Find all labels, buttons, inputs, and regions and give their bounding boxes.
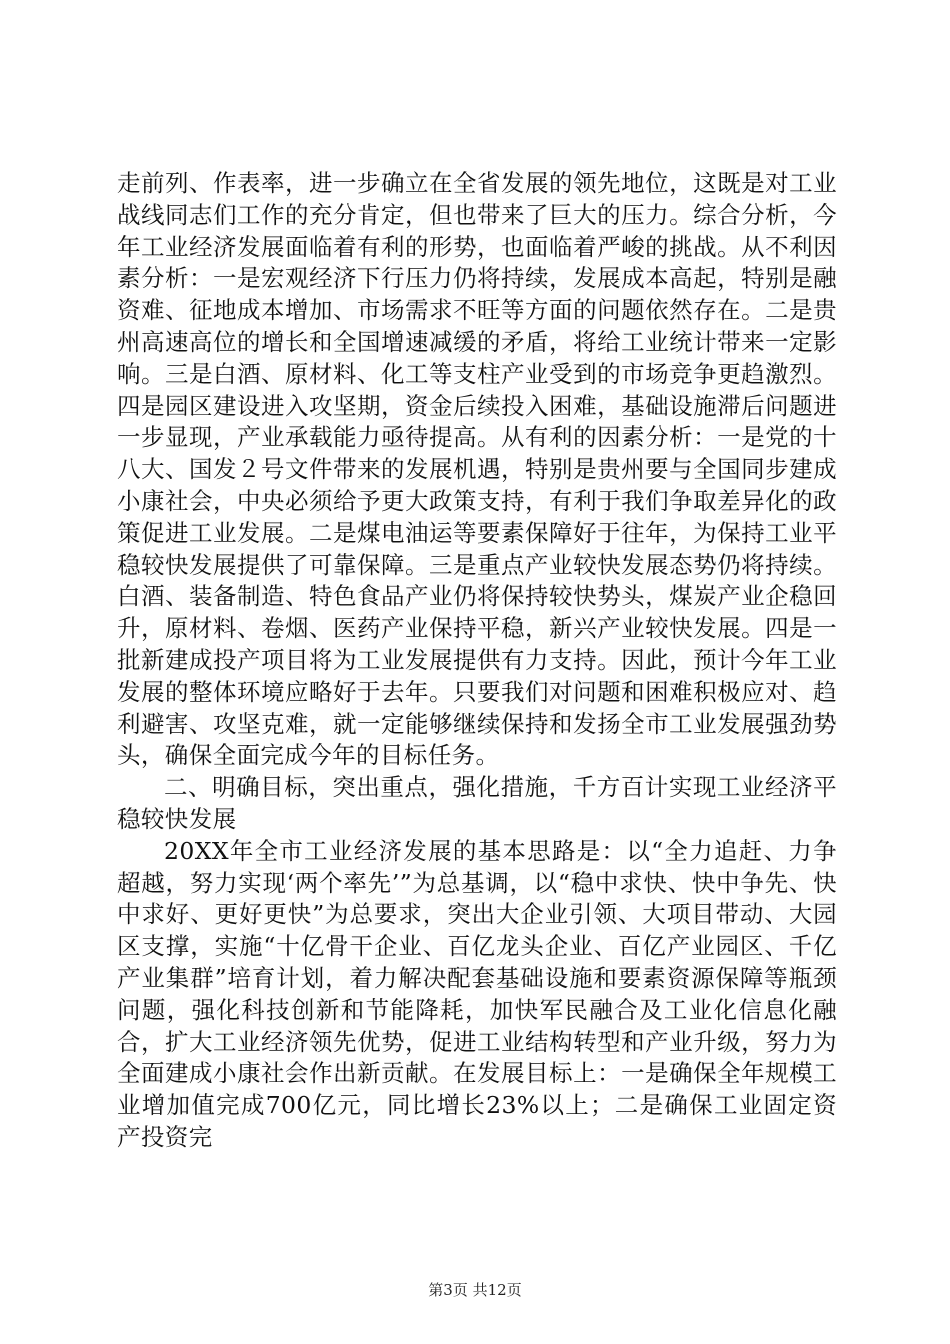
paragraph-plan: 20XX年全市工业经济发展的基本思路是：以“全力追赶、力争超越，努力实现‘两个率先’”为总基调，以“稳中求快、快中争先、快中求好、更好更快”为总要求，突出大企业引领、大项目带动、大园区支撑，实施“十亿骨干企业、百亿龙头企业、百亿产业园区、千亿产业集群”培育计划，着力解决配套基础设施和要素资源保障等瓶颈问题，强化科技创新和节能降耗，加快军民融合及工业化信息化融合，扩大工业经济领先优势，促进工业结构转型和产业升级，努力为全面建成小康社会作出新贡献。在发展目标上：一是确保全年规模工业增加值完成700亿元，同比增长23%以上；二是确保工业固定资产投资完 xyxy=(117,836,837,1151)
page-number-footer: 第3页 共12页 xyxy=(428,1281,522,1299)
paragraph-analysis: 走前列、作表率，进一步确立在全省发展的领先地位，这既是对工业战线同志们工作的充分肯定，但也带来了巨大的压力。综合分析，今年工业经济发展面临着有利的形势，也面临着严峻的挑战。从不利因素分析：一是宏观经济下行压力仍将持续，发展成本高起，特别是融资难、征地成本增加、市场需求不旺等方面的问题依然存在。二是贵州高速高位的增长和全国增速减缓的矛盾，将给工业统计带来一定影响。三是白酒、原材料、化工等支柱产业受到的市场竞争更趋激烈。四是园区建设进入攻坚期，资金后续投入困难，基础设施滞后问题进一步显现，产业承载能力亟待提高。从有利的因素分析：一是党的十八大、国发２号文件带来的发展机遇，特别是贵州要与全国同步建成小康社会，中央必须给予更大政策支持，有利于我们争取差异化的政策促进工业发展。二是煤电油运等要素保障好于往年，为保持工业平稳较快发展提供了可靠保障。三是重点产业较快发展态势仍将持续。白酒、装备制造、特色食品产业仍将保持较快势头，煤炭产业企稳回升，原材料、卷烟、医药产业保持平稳，新兴产业较快发展。四是一批新建成投产项目将为工业发展提供有力支持。因此，预计今年工业发展的整体环境应略好于去年。只要我们对问题和困难积极应对、趋利避害、攻坚克难，就一定能够继续保持和发扬全市工业发展强劲势头，确保全面完成今年的目标任务。 xyxy=(117,169,837,770)
document-body xyxy=(117,168,837,1154)
section-heading: 二、明确目标，突出重点，强化措施，千方百计实现工业经济平稳较快发展 xyxy=(117,773,837,833)
